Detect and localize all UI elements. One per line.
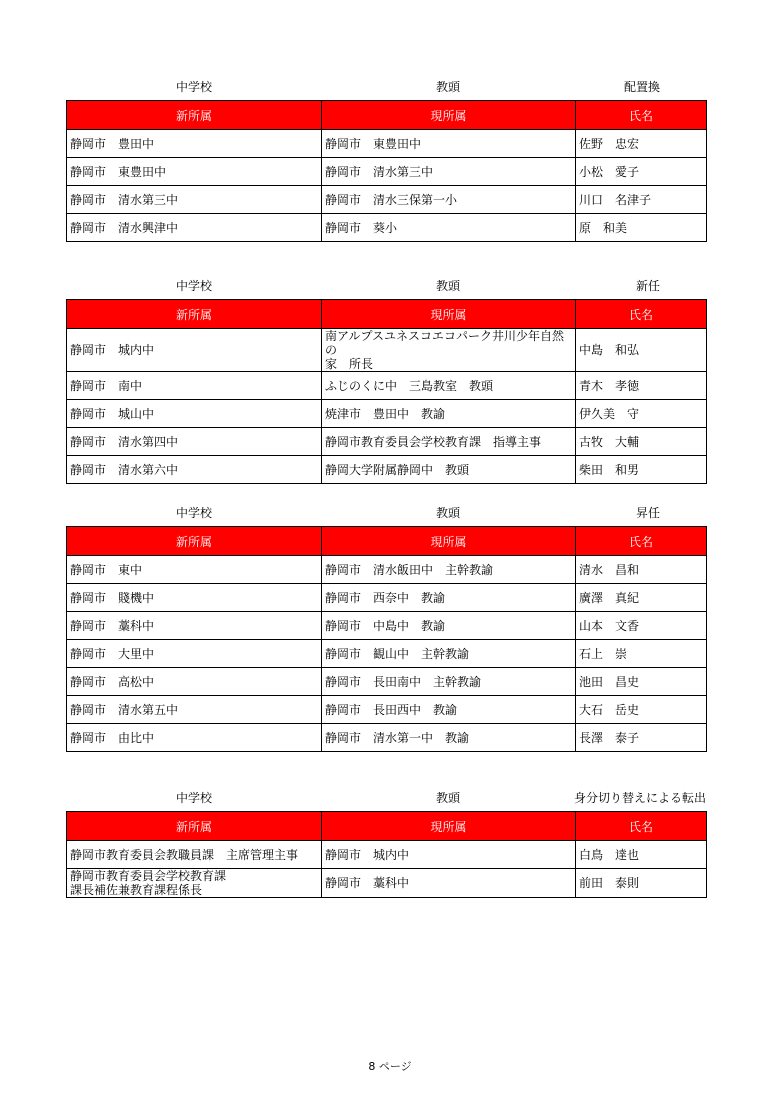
new-affiliation-cell: 静岡市 藁科中	[67, 612, 322, 640]
new-affiliation-cell: 静岡市 清水第四中	[67, 428, 322, 456]
table-row	[67, 400, 707, 428]
table-row	[67, 186, 707, 214]
new-affiliation-cell: 静岡市 大里中	[67, 640, 322, 668]
school-label: 中学校	[176, 279, 213, 293]
table-row	[67, 612, 707, 640]
header-new-affiliation: 新所属	[67, 527, 322, 556]
current-affiliation-cell: 静岡市 清水三保第一小	[322, 186, 576, 214]
table-row	[67, 428, 707, 456]
section-reassignment	[66, 72, 706, 242]
new-affiliation-cell: 静岡市 東豊田中	[67, 158, 322, 186]
current-affiliation-cell: 静岡市 清水飯田中 主幹教諭	[322, 556, 576, 584]
table-row	[67, 696, 707, 724]
section-status-transfer	[66, 783, 706, 898]
header-current-affiliation: 現所属	[322, 300, 576, 329]
new-affiliation-cell: 静岡市 城内中	[67, 329, 322, 372]
table-row	[67, 329, 707, 372]
new-affiliation-cell: 静岡市 高松中	[67, 668, 322, 696]
header-current-affiliation: 現所属	[322, 101, 576, 130]
current-affiliation-cell: ふじのくに中 三島教室 教頭	[322, 372, 576, 400]
table-header-row	[67, 101, 707, 130]
current-affiliation-cell: 静岡市 清水第三中	[322, 158, 576, 186]
header-name: 氏名	[576, 101, 707, 130]
person-name-cell: 山本 文香	[576, 612, 707, 640]
table-header-row	[67, 300, 707, 329]
table-row	[67, 668, 707, 696]
role-label: 教頭	[436, 80, 461, 94]
header-name: 氏名	[576, 527, 707, 556]
current-affiliation-cell: 静岡市 東豊田中	[322, 130, 576, 158]
personnel-table	[66, 811, 707, 898]
personnel-table	[66, 526, 707, 752]
current-affiliation-cell: 静岡市教育委員会学校教育課 指導主事	[322, 428, 576, 456]
current-affiliation-cell: 焼津市 豊田中 教諭	[322, 400, 576, 428]
table-row	[67, 869, 707, 898]
table-row	[67, 372, 707, 400]
appointment-type-label: 配置換	[623, 80, 660, 94]
current-affiliation-cell: 静岡市 葵小	[322, 214, 576, 242]
school-label: 中学校	[176, 80, 213, 94]
header-name: 氏名	[576, 812, 707, 841]
section-heading	[66, 783, 706, 811]
new-affiliation-cell: 静岡市教育委員会教職員課 主席管理主事	[67, 841, 322, 869]
section-new-appointment	[66, 271, 706, 484]
new-affiliation-cell: 静岡市 清水興津中	[67, 214, 322, 242]
person-name-cell: 中島 和弘	[576, 329, 707, 372]
new-affiliation-cell: 静岡市 賤機中	[67, 584, 322, 612]
current-affiliation-cell: 静岡市 城内中	[322, 841, 576, 869]
header-new-affiliation: 新所属	[67, 101, 322, 130]
header-current-affiliation: 現所属	[322, 527, 576, 556]
table-row	[67, 214, 707, 242]
appointment-type-label: 昇任	[635, 506, 660, 520]
current-affiliation-cell: 静岡市 長田南中 主幹教諭	[322, 668, 576, 696]
new-affiliation-cell: 静岡市 東中	[67, 556, 322, 584]
new-affiliation-cell: 静岡市 南中	[67, 372, 322, 400]
table-row	[67, 640, 707, 668]
table-row	[67, 841, 707, 869]
section-heading	[66, 271, 706, 299]
new-affiliation-cell: 静岡市 清水第六中	[67, 456, 322, 484]
table-header-row	[67, 527, 707, 556]
person-name-cell: 長澤 泰子	[576, 724, 707, 752]
new-affiliation-cell: 静岡市 城山中	[67, 400, 322, 428]
current-affiliation-cell: 静岡市 清水第一中 教諭	[322, 724, 576, 752]
person-name-cell: 川口 名津子	[576, 186, 707, 214]
person-name-cell: 原 和美	[576, 214, 707, 242]
person-name-cell: 佐野 忠宏	[576, 130, 707, 158]
table-row	[67, 584, 707, 612]
current-affiliation-cell: 静岡大学附属静岡中 教頭	[322, 456, 576, 484]
person-name-cell: 清水 昌和	[576, 556, 707, 584]
person-name-cell: 伊久美 守	[576, 400, 707, 428]
appointment-type-label: 身分切り替えによる転出	[573, 791, 706, 805]
table-row	[67, 724, 707, 752]
role-label: 教頭	[436, 506, 461, 520]
table-row	[67, 456, 707, 484]
current-affiliation-cell: 静岡市 藁科中	[322, 869, 576, 898]
page-number: 8 ページ	[368, 1060, 412, 1073]
current-affiliation-cell: 南アルプスユネスコエコパーク井川少年自然の 家 所長	[322, 329, 576, 372]
new-affiliation-cell: 静岡市 豊田中	[67, 130, 322, 158]
header-new-affiliation: 新所属	[67, 812, 322, 841]
section-promotion	[66, 498, 706, 752]
current-affiliation-cell: 静岡市 長田西中 教諭	[322, 696, 576, 724]
table-row	[67, 130, 707, 158]
school-label: 中学校	[176, 791, 213, 805]
current-affiliation-cell: 静岡市 観山中 主幹教諭	[322, 640, 576, 668]
table-header-row	[67, 812, 707, 841]
person-name-cell: 柴田 和男	[576, 456, 707, 484]
appointment-type-label: 新任	[635, 279, 660, 293]
role-label: 教頭	[436, 279, 461, 293]
header-new-affiliation: 新所属	[67, 300, 322, 329]
section-heading	[66, 498, 706, 526]
section-heading	[66, 72, 706, 100]
person-name-cell: 白鳥 達也	[576, 841, 707, 869]
personnel-table	[66, 299, 707, 484]
role-label: 教頭	[436, 791, 461, 805]
person-name-cell: 青木 孝徳	[576, 372, 707, 400]
table-row	[67, 556, 707, 584]
new-affiliation-cell: 静岡市教育委員会学校教育課 課長補佐兼教育課程係長	[67, 869, 322, 898]
current-affiliation-cell: 静岡市 中島中 教諭	[322, 612, 576, 640]
current-affiliation-cell: 静岡市 西奈中 教諭	[322, 584, 576, 612]
new-affiliation-cell: 静岡市 由比中	[67, 724, 322, 752]
personnel-table	[66, 100, 707, 242]
person-name-cell: 大石 岳史	[576, 696, 707, 724]
person-name-cell: 廣澤 真紀	[576, 584, 707, 612]
person-name-cell: 石上 崇	[576, 640, 707, 668]
person-name-cell: 池田 昌史	[576, 668, 707, 696]
new-affiliation-cell: 静岡市 清水第三中	[67, 186, 322, 214]
header-name: 氏名	[576, 300, 707, 329]
person-name-cell: 古牧 大輔	[576, 428, 707, 456]
school-label: 中学校	[176, 506, 213, 520]
person-name-cell: 前田 泰則	[576, 869, 707, 898]
header-current-affiliation: 現所属	[322, 812, 576, 841]
new-affiliation-cell: 静岡市 清水第五中	[67, 696, 322, 724]
person-name-cell: 小松 愛子	[576, 158, 707, 186]
table-row	[67, 158, 707, 186]
